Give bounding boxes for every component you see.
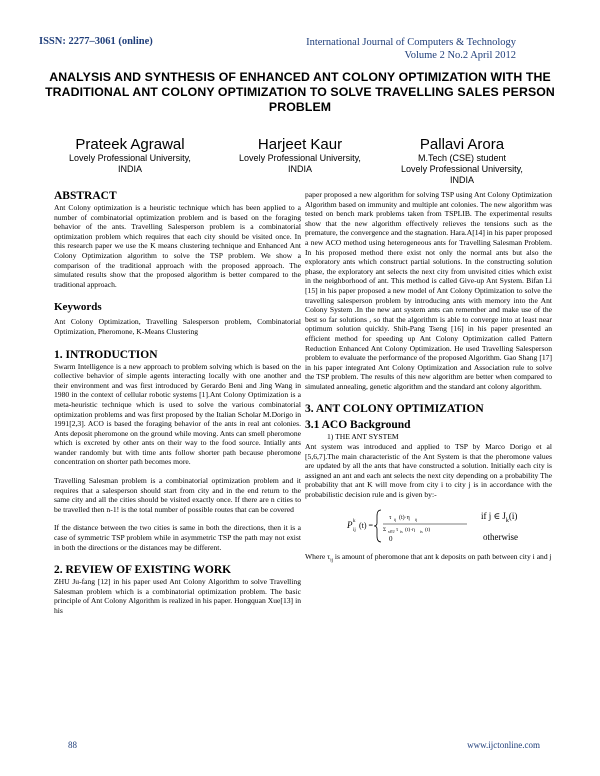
journal-header xyxy=(306,36,516,62)
issn-header: ISSN: 2277–3061 (online) xyxy=(39,36,153,47)
svg-text:τ: τ xyxy=(396,526,399,533)
journal-volume: Volume 2 No.2 April 2012 xyxy=(404,50,516,61)
journal-name: International Journal of Computers & Technology xyxy=(306,37,516,48)
svg-text:Σ: Σ xyxy=(383,526,387,533)
subsection-label: 1) THE ANT SYSTEM xyxy=(327,432,399,442)
page-number: 88 xyxy=(68,740,77,750)
formula-conditions xyxy=(481,508,518,547)
keywords-text: Ant Colony Optimization, Travelling Salesperson problem, Combinatorial Optimization, Pheromone, K-Means Clustering xyxy=(54,317,301,336)
author-affiliation: Lovely Professional University, xyxy=(239,153,361,163)
abstract-text: Ant Colony optimization is a heuristic technique which has been applied to a number of combinatorial optimization problem and is based on the foraging behavior of the ants. Travelling Salesperson problem is a combinatorial optimization problem which requires that each city should be visited once. In this research paper we use the K means clustering technique and Enhanced Ant Colony Optimization algorithm to solve the TSP problem. We show a comparison of the traditional approach with the proposed approach. The simulated results show that the proposed algorithm is better compared to the traditional approach. xyxy=(54,203,301,289)
formula-condition-if: if j ∈ $J_k(i)$ xyxy=(481,510,518,524)
ant-system-paragraph: Ant system was introduced and applied to TSP by Marco Dorigo et al [5,6,7].The main characteristic of the Ant System is that the pheromone values are updated by all the ants that have constructed a solution. Initially each city is assigned an ant and each ant selects the next city depending on a probability The probability that ant K will move from city i to city j is in accordance with the probabilistic decision rule and is given by:- xyxy=(305,442,552,500)
author-block xyxy=(212,136,388,175)
right-column xyxy=(305,190,552,566)
svg-text:is: is xyxy=(420,528,423,534)
svg-text:(t) =: (t) = xyxy=(359,520,374,530)
review-paragraph: paper proposed a new algorithm for solving TSP using Ant Colony Optimization Algorithm based on immunity and multiple ant colonies. The new algorithm was tested on bench mark problems taken from TSPLIB. The experimental results show that the new algorithm effectively relieves the tensions such as the premature, the convergence and the stagnation. Hara.A[14] in his paper proposed a new ACO method using heterogeneous ants for Travelling Salesman Problem. In his proposed method there exist not only the normal ants but also the exploratory ants which construct partial solutions. In the constructing solution phase, the exploratory ant selects the next city from unvisited cities which exist in the neighborhood of ant. This method is called Give-up Ant System. Bifan Li [15] in his paper proposed a new model of Ant Colony Optimization to solve the travelling salesperson problem by introducing ants with memory into the Ant Colony System .In the new ant system ants can remember and make use of the best so far solutions , so that the algorithm is able to converge into at least near optimum solution quickly. Shih-Pang Tseng [16] in his paper presented an efficient method for speeding up Ant Colony Optimization called Pattern Reduction Enhanced Ant Colony Optimization. He used Travelling Salesperson problem to evaluate the performance of the proposed Algorithm. Gao Shang [17] in his paper integrated Ant Colony Optimization and Association rule to solve the TSP problem. The results of this new algorithm are better when compared to simulated annealing, genetic algorithm and the standard ant colony algorithm. xyxy=(305,190,552,391)
review-paragraph: ZHU Ju-fang [12] in his paper used Ant Colony Algorithm to solve Travelling Salesman problem which is a combinatorial optimization problem. The basic principle of Ant Colony Algorithm is realized in his paper. Hongquan Xue[13] in his xyxy=(54,577,301,615)
author-role: M.Tech (CSE) student xyxy=(417,153,507,163)
section3-heading: 3. ANT COLONY OPTIMIZATION xyxy=(305,403,484,416)
svg-text:(t)·η: (t)·η xyxy=(405,526,415,533)
formula-zero: 0 xyxy=(389,534,393,543)
author-block xyxy=(374,136,550,186)
author-name: Harjeet Kaur xyxy=(257,136,343,153)
author-block xyxy=(42,136,218,175)
svg-text:ij: ij xyxy=(415,516,418,522)
svg-text:τ: τ xyxy=(389,514,392,521)
keywords-heading: Keywords xyxy=(54,301,102,314)
svg-text:is: is xyxy=(400,528,403,534)
formula-condition-otherwise: otherwise xyxy=(483,532,518,543)
abstract-heading: ABSTRACT xyxy=(54,190,117,202)
formula-graphic xyxy=(345,506,473,546)
author-affiliation: Lovely Professional University, xyxy=(401,164,523,174)
author-country: INDIA xyxy=(117,164,142,174)
svg-text:ij: ij xyxy=(394,516,397,522)
svg-text:P: P xyxy=(347,519,353,530)
probability-formula xyxy=(305,504,552,548)
svg-text:k: k xyxy=(353,518,356,524)
author-name: Pallavi Arora xyxy=(419,136,505,153)
section31-heading: 3.1 ACO Background xyxy=(305,419,411,432)
svg-text:ij: ij xyxy=(353,527,356,533)
author-affiliation: Lovely Professional University, xyxy=(69,153,191,163)
paper-title: ANALYSIS AND SYNTHESIS OF ENHANCED ANT COLONY OPTIMIZATION WITH THE TRADITIONAL ANT COLONY OPTIMIZATION TO SOLVE TRAVELLING SALES PERSON PROBLEM xyxy=(45,70,555,114)
author-name: Prateek Agrawal xyxy=(75,136,185,153)
intro-paragraph: Swarm Intelligence is a new approach to problem solving which is based on the collective behavior of simple agents interacting locally with one another and their environment and was first introduced by Gerardo Beni and Jing Wang in 1980 in the context of cellular robotic systems [1].Ant Colony Optimization is a meta-heuristic technique which is used to solve the various combinatorial optimization problems and was first proposed by the Italian Scholar M.Dorigo in 1991[2,3]. ACO is based the foraging behavior of the ants in real ant colonies. Ants deposit pheromone on the ground while moving. Ants can smell pheromone which is excreted by other ants on their way to the food source. Intially ants wander randomly but with time ants follow shorter path because pheromone concentration on shorter path becomes more. xyxy=(54,361,301,467)
journal-url: www.ijctonline.com xyxy=(467,740,540,750)
intro-heading: 1. INTRODUCTION xyxy=(54,348,158,361)
svg-text:(t)·η: (t)·η xyxy=(399,514,410,521)
review-heading: 2. REVIEW OF EXISTING WORK xyxy=(54,564,232,577)
author-country: INDIA xyxy=(287,164,312,174)
intro-paragraph: Travelling Salesman problem is a combinatorial optimization problem and it requires that a salesperson should start from city and in the end return to the same city and all the cities should be visited exactly once. If there are n cities to be travelled then n-1! is the total number of possible routes that can be covered xyxy=(54,476,301,514)
author-country: INDIA xyxy=(449,175,474,185)
svg-text:s∈J: s∈J xyxy=(388,528,395,534)
left-column xyxy=(54,190,301,616)
intro-paragraph: If the distance between the two cities is same in both the directions, then it is a case of symmetric TSP problem while in asymmetric TSP the path may not exist in both the directions or the distances may be different. xyxy=(54,523,301,552)
svg-text:(t): (t) xyxy=(425,526,431,533)
where-paragraph: Where $\tau_{ij}$ is amount of pheromone that ant k deposits on path between city i and j xyxy=(305,551,552,564)
